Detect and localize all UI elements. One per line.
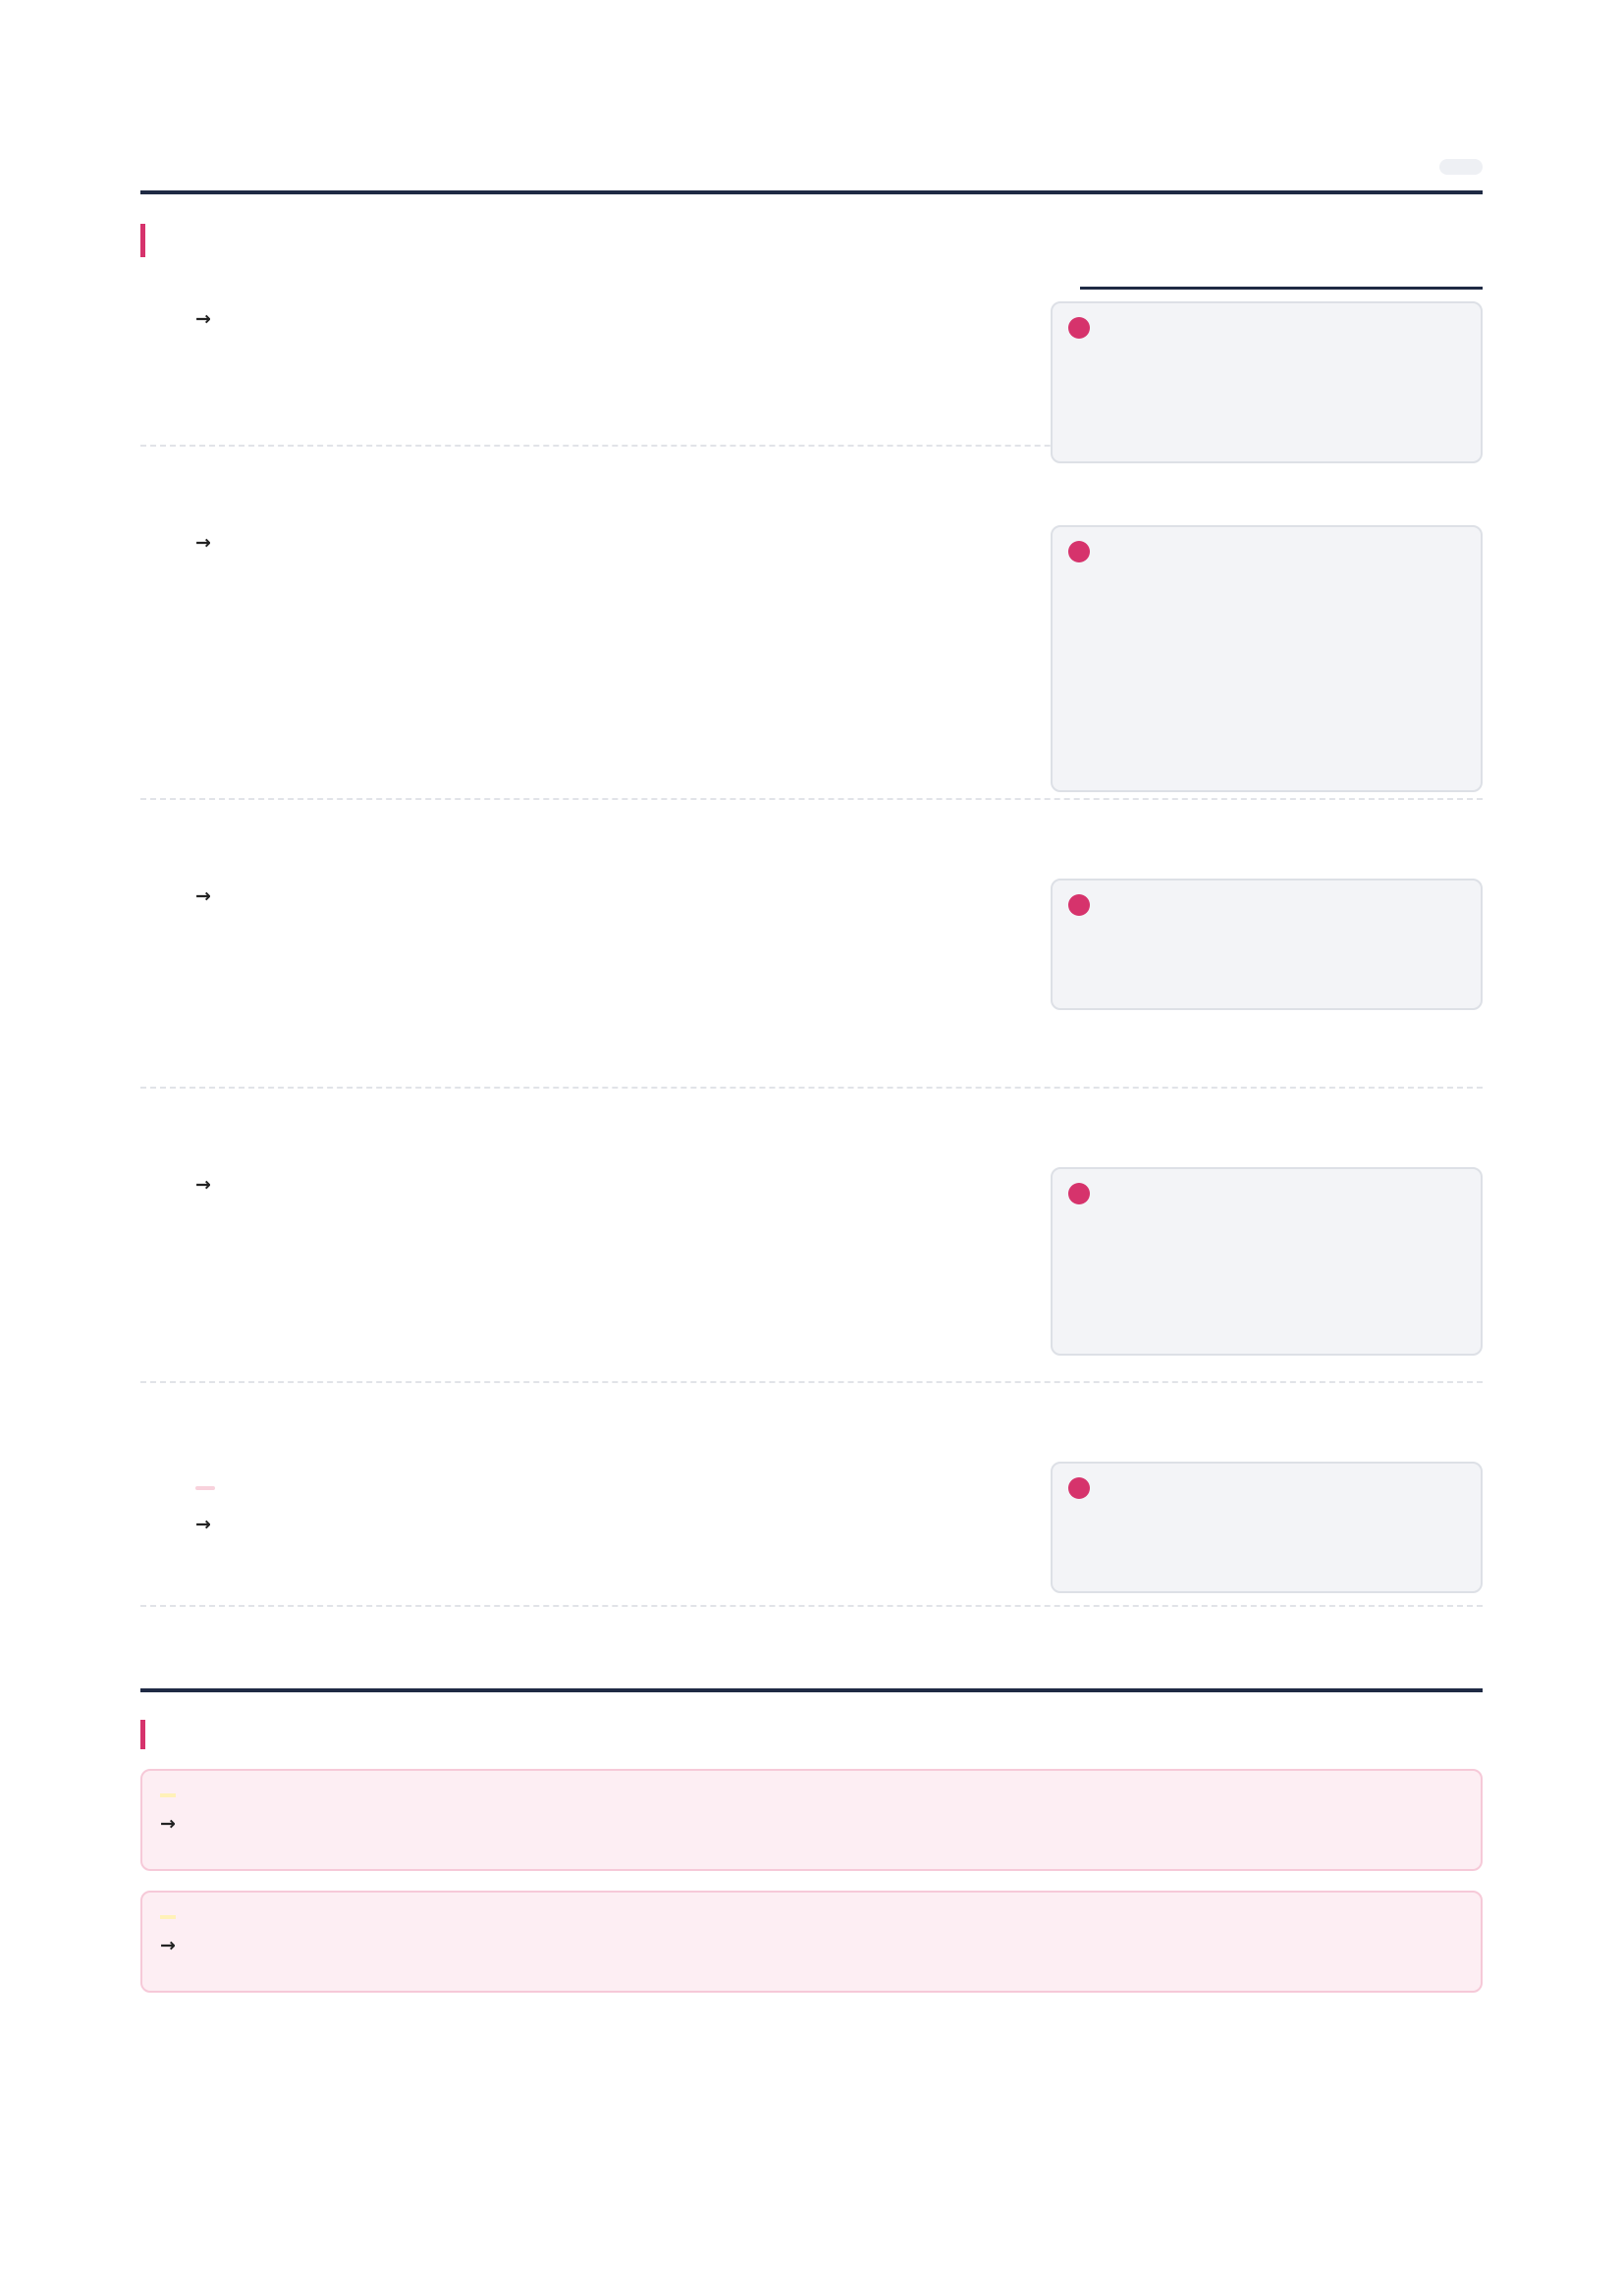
grammar-point-box [1051, 525, 1483, 792]
page-header [140, 0, 1483, 194]
point-marker [1068, 1477, 1090, 1499]
grammar-point [1068, 892, 1465, 916]
sentence-block [140, 1462, 1044, 1605]
sentence-number [140, 525, 195, 798]
sentence-row [140, 447, 1483, 800]
korean-translation [195, 305, 211, 333]
implication-meaning [160, 1935, 1463, 1956]
implication-term [160, 1793, 176, 1797]
korean-translation [195, 882, 211, 910]
implication-meaning [160, 1813, 1463, 1835]
grammar-point [1068, 1181, 1465, 1204]
question-type-tag [195, 1486, 215, 1490]
sentence-row [140, 1383, 1483, 1607]
sentence-row [140, 1089, 1483, 1383]
sentence-block [140, 1167, 1044, 1381]
point-marker [1068, 317, 1090, 339]
english-sentence [195, 1462, 225, 1507]
implication-card [140, 1769, 1483, 1871]
korean-translation [195, 1511, 225, 1538]
section-divider [140, 1688, 1483, 1692]
sentence-number [140, 879, 195, 1087]
sentence-block [140, 301, 1044, 445]
sentence-number [140, 301, 195, 445]
grammar-point-box [1051, 1167, 1483, 1356]
header-badge [1439, 159, 1483, 175]
implication-term [160, 1915, 176, 1919]
point-marker [1068, 894, 1090, 916]
grammar-point-box [1051, 879, 1483, 1010]
grammar-point [1068, 1475, 1465, 1499]
point-marker [1068, 541, 1090, 562]
implication-title [140, 1720, 1483, 1749]
header-title-group [140, 173, 176, 190]
grammar-point-box [1051, 1462, 1483, 1593]
point-marker [1068, 1183, 1090, 1204]
korean-translation [195, 529, 211, 557]
implication-card [140, 1891, 1483, 1993]
korean-translation [195, 1171, 211, 1199]
point-column-heading [1080, 279, 1483, 290]
sentence-number [140, 1462, 195, 1605]
sentence-row [140, 800, 1483, 1089]
section-title [140, 224, 1483, 257]
sentence-row [140, 290, 1483, 447]
sentence-number [140, 1167, 195, 1381]
sentence-block [140, 879, 1044, 1087]
sentence-block [140, 525, 1044, 798]
grammar-point-box [1051, 301, 1483, 463]
grammar-point [1068, 315, 1465, 339]
grammar-point [1068, 539, 1465, 562]
